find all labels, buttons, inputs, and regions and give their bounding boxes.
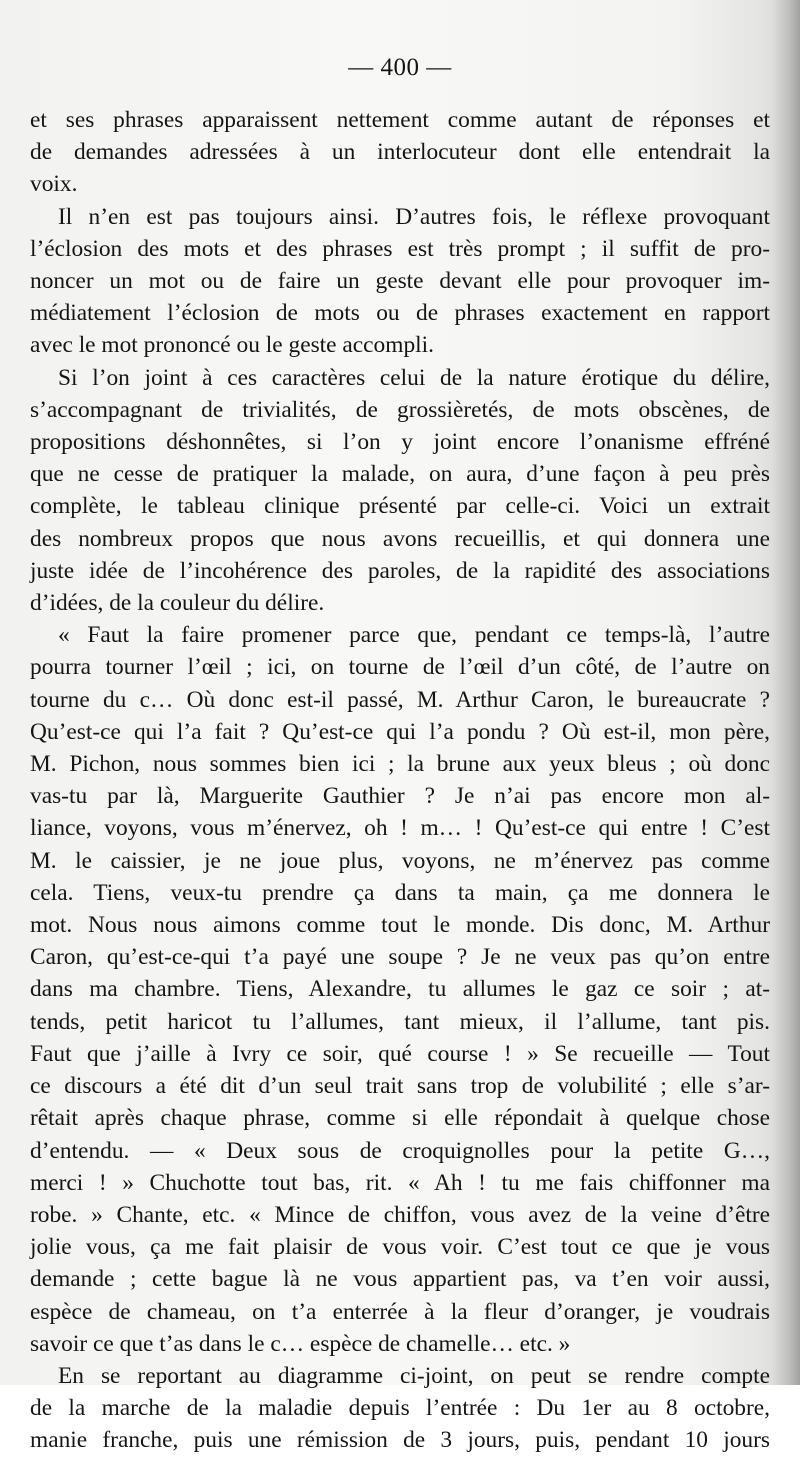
text-line: liance, voyons, vous m’énervez, oh ! m… ! Qu’est-ce qui entre ! C’est — [30, 815, 770, 842]
text-line: noncer un mot ou de faire un geste devant elle pour provoquer im- — [30, 268, 770, 295]
text-line: M. le caissier, je ne joue plus, voyons, ne m’énervez pas comme — [30, 847, 770, 874]
paragraph — [30, 619, 770, 1360]
text-line: jolie vous, ça me fait plaisir de vous voir. C’est tout ce que je vous — [30, 1234, 770, 1261]
text-line: avec le mot prononcé ou le geste accompli. — [30, 332, 434, 359]
text-line: M. Pichon, nous sommes bien ici ; la brune aux yeux bleus ; où donc — [30, 751, 770, 778]
text-line: voix. — [30, 171, 78, 198]
page-number: — 400 — — [348, 54, 452, 81]
text-line: ce discours a été dit d’un seul trait sans trop de volubilité ; elle s’ar- — [30, 1073, 770, 1100]
text-line: rêtait après chaque phrase, comme si elle répondait à quelque chose — [30, 1105, 770, 1132]
text-line: manie franche, puis une rémission de 3 jours, puis, pendant 10 jours — [30, 1427, 770, 1454]
text-line: demande ; cette bague là ne vous appartient pas, va t’en voir aussi, — [30, 1266, 770, 1293]
paragraph — [30, 362, 770, 620]
text-line: Il n’en est pas toujours ainsi. D’autres fois, le réflexe provoquant — [58, 203, 770, 230]
page-edge-shadow — [772, 0, 800, 1385]
text-line: tends, petit haricot tu l’allumes, tant mieux, il l’allume, tant pis. — [30, 1008, 770, 1035]
text-line: cela. Tiens, veux-tu prendre ça dans ta main, ça me donnera le — [30, 879, 770, 906]
text-line: propositions déshonnêtes, si l’on y joint encore l’onanisme effréné — [30, 429, 770, 456]
text-line: et ses phrases apparaissent nettement comme autant de réponses et — [30, 107, 770, 133]
text-line: l’éclosion des mots et des phrases est très prompt ; il suffit de pro- — [30, 235, 770, 262]
text-line: merci ! » Chuchotte tout bas, rit. « Ah ! tu me fais chiffonner ma — [30, 1169, 770, 1196]
text-line: dans ma chambre. Tiens, Alexandre, tu allumes le gaz ce soir ; at- — [30, 976, 770, 1003]
text-line: En se reportant au diagramme ci-joint, on peut se rendre compte — [58, 1362, 770, 1389]
text-line: Faut que j’aille à Ivry ce soir, qué course ! » Se recueille — Tout — [30, 1040, 770, 1067]
text-line: espèce de chameau, on t’a enterrée à la fleur d’oranger, je voudrais — [30, 1298, 770, 1325]
text-line: Qu’est-ce qui l’a fait ? Qu’est-ce qui l’a pondu ? Où est-il, mon père, — [30, 718, 770, 745]
paragraph — [30, 201, 770, 362]
text-line: d’entendu. — « Deux sous de croquignolles pour la petite G…, — [30, 1137, 770, 1164]
text-line: de demandes adressées à un interlocuteur dont elle entendrait la — [30, 139, 770, 166]
text-line: pourra tourner l’œil ; ici, on tourne de l’œil d’un côté, de l’autre on — [30, 654, 770, 681]
text-line: de la marche de la maladie depuis l’entrée : Du 1er au 8 octobre, — [30, 1395, 770, 1422]
text-line: tourne du c… Où donc est-il passé, M. Arthur Caron, le bureaucrate ? — [30, 686, 770, 713]
text-line: des nombreux propos que nous avons recueillis, et qui donnera une — [30, 525, 770, 552]
paragraph — [30, 104, 770, 201]
text-line: d’idées, de la couleur du délire. — [30, 590, 325, 617]
text-line: médiatement l’éclosion de mots ou de phrases exactement en rapport — [30, 300, 770, 327]
text-line: Caron, qu’est-ce-qui t’a payé une soupe ? Je ne veux pas qu’on entre — [30, 944, 770, 971]
text-line: que ne cesse de pratiquer la malade, on aura, d’une façon à peu près — [30, 461, 770, 488]
text-line: vas-tu par là, Marguerite Gauthier ? Je n’ai pas encore mon al- — [30, 783, 770, 810]
text-line: savoir ce que t’as dans le c… espèce de chamelle… etc. » — [30, 1330, 571, 1357]
text-line: mot. Nous nous aimons comme tout le monde. Dis donc, M. Arthur — [30, 912, 770, 939]
body-text — [30, 104, 770, 1457]
text-line: Si l’on joint à ces caractères celui de la nature érotique du délire, — [58, 364, 770, 391]
text-line: complète, le tableau clinique présenté par celle-ci. Voici un extrait — [30, 493, 770, 520]
paragraph — [30, 1360, 770, 1457]
text-line: « Faut la faire promener parce que, pendant ce temps-là, l’autre — [58, 622, 770, 649]
text-line: juste idée de l’incohérence des paroles, de la rapidité des associations — [30, 557, 770, 584]
text-line: s’accompagnant de trivialités, de grossièretés, de mots obscènes, de — [30, 396, 770, 423]
text-line: robe. » Chante, etc. « Mince de chiffon, vous avez de la veine d’être — [30, 1201, 770, 1228]
